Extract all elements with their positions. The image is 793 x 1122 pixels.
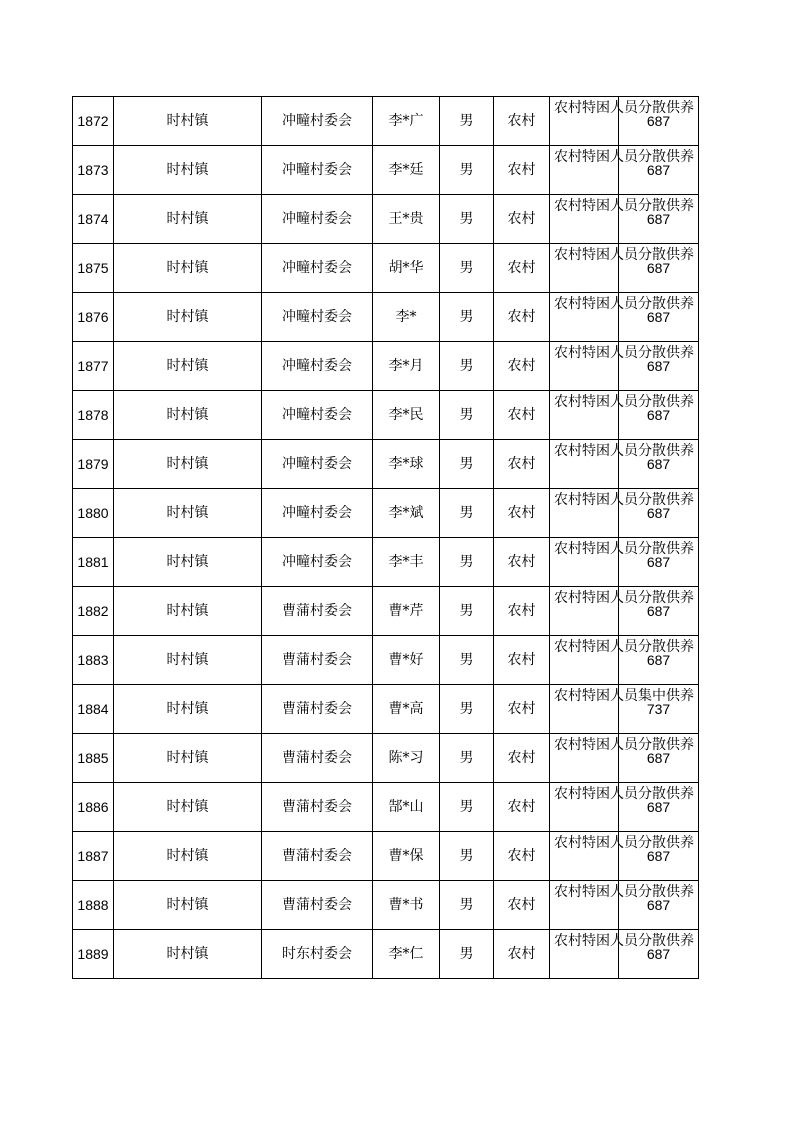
table-row bbox=[73, 636, 699, 685]
gender-cell: 男 bbox=[440, 293, 494, 342]
amount-cell: 687 bbox=[619, 734, 699, 783]
town-cell: 时村镇 bbox=[114, 97, 262, 146]
area-type-cell: 农村 bbox=[494, 832, 550, 881]
village-committee-cell: 冲疃村委会 bbox=[262, 489, 373, 538]
support-type-text: 农村特困人员分散供养 bbox=[554, 932, 694, 949]
town-cell: 时村镇 bbox=[114, 636, 262, 685]
person-name-cell: 陈*习 bbox=[373, 734, 440, 783]
village-committee-cell: 曹蒲村委会 bbox=[262, 685, 373, 734]
person-name-cell: 李*丰 bbox=[373, 538, 440, 587]
support-type-text: 农村特困人员分散供养 bbox=[554, 295, 694, 312]
village-committee-cell: 冲疃村委会 bbox=[262, 440, 373, 489]
support-type-text: 农村特困人员分散供养 bbox=[554, 99, 694, 116]
row-number-cell: 1872 bbox=[73, 97, 114, 146]
table-row bbox=[73, 342, 699, 391]
support-type-text: 农村特困人员分散供养 bbox=[554, 589, 694, 606]
table-row bbox=[73, 685, 699, 734]
support-type-text: 农村特困人员分散供养 bbox=[554, 344, 694, 361]
person-name-cell: 胡*华 bbox=[373, 244, 440, 293]
row-number-cell: 1887 bbox=[73, 832, 114, 881]
gender-cell: 男 bbox=[440, 636, 494, 685]
town-cell: 时村镇 bbox=[114, 783, 262, 832]
village-committee-cell: 曹蒲村委会 bbox=[262, 881, 373, 930]
row-number-cell: 1877 bbox=[73, 342, 114, 391]
amount-cell: 687 bbox=[619, 146, 699, 195]
town-cell: 时村镇 bbox=[114, 881, 262, 930]
area-type-cell: 农村 bbox=[494, 636, 550, 685]
area-type-cell: 农村 bbox=[494, 881, 550, 930]
amount-cell: 687 bbox=[619, 881, 699, 930]
gender-cell: 男 bbox=[440, 489, 494, 538]
area-type-cell: 农村 bbox=[494, 391, 550, 440]
table-row bbox=[73, 489, 699, 538]
area-type-cell: 农村 bbox=[494, 538, 550, 587]
support-type-text: 农村特困人员分散供养 bbox=[554, 883, 694, 900]
support-type-text: 农村特困人员分散供养 bbox=[554, 785, 694, 802]
gender-cell: 男 bbox=[440, 97, 494, 146]
gender-cell: 男 bbox=[440, 244, 494, 293]
gender-cell: 男 bbox=[440, 832, 494, 881]
table-row bbox=[73, 783, 699, 832]
person-name-cell: 李*民 bbox=[373, 391, 440, 440]
row-number-cell: 1885 bbox=[73, 734, 114, 783]
gender-cell: 男 bbox=[440, 685, 494, 734]
town-cell: 时村镇 bbox=[114, 391, 262, 440]
person-name-cell: 李*廷 bbox=[373, 146, 440, 195]
support-type-text: 农村特困人员分散供养 bbox=[554, 736, 694, 753]
amount-cell: 687 bbox=[619, 195, 699, 244]
town-cell: 时村镇 bbox=[114, 587, 262, 636]
person-name-cell: 曹*保 bbox=[373, 832, 440, 881]
area-type-cell: 农村 bbox=[494, 685, 550, 734]
amount-cell: 687 bbox=[619, 440, 699, 489]
amount-cell: 687 bbox=[619, 538, 699, 587]
support-type-text: 农村特困人员集中供养 bbox=[554, 687, 694, 704]
area-type-cell: 农村 bbox=[494, 97, 550, 146]
row-number-cell: 1874 bbox=[73, 195, 114, 244]
gender-cell: 男 bbox=[440, 391, 494, 440]
table-row bbox=[73, 440, 699, 489]
village-committee-cell: 时东村委会 bbox=[262, 930, 373, 979]
area-type-cell: 农村 bbox=[494, 783, 550, 832]
table-row bbox=[73, 587, 699, 636]
amount-cell: 687 bbox=[619, 391, 699, 440]
row-number-cell: 1882 bbox=[73, 587, 114, 636]
area-type-cell: 农村 bbox=[494, 587, 550, 636]
row-number-cell: 1888 bbox=[73, 881, 114, 930]
village-committee-cell: 冲疃村委会 bbox=[262, 146, 373, 195]
village-committee-cell: 曹蒲村委会 bbox=[262, 832, 373, 881]
table-row bbox=[73, 881, 699, 930]
table-row bbox=[73, 244, 699, 293]
area-type-cell: 农村 bbox=[494, 342, 550, 391]
village-committee-cell: 冲疃村委会 bbox=[262, 195, 373, 244]
amount-cell: 687 bbox=[619, 636, 699, 685]
gender-cell: 男 bbox=[440, 342, 494, 391]
table-row bbox=[73, 391, 699, 440]
town-cell: 时村镇 bbox=[114, 685, 262, 734]
person-name-cell: 曹*好 bbox=[373, 636, 440, 685]
row-number-cell: 1880 bbox=[73, 489, 114, 538]
gender-cell: 男 bbox=[440, 538, 494, 587]
table-row bbox=[73, 832, 699, 881]
table-row bbox=[73, 734, 699, 783]
beneficiary-table bbox=[72, 96, 699, 979]
village-committee-cell: 冲疃村委会 bbox=[262, 538, 373, 587]
village-committee-cell: 冲疃村委会 bbox=[262, 244, 373, 293]
person-name-cell: 李*月 bbox=[373, 342, 440, 391]
support-type-text: 农村特困人员分散供养 bbox=[554, 148, 694, 165]
village-committee-cell: 冲疃村委会 bbox=[262, 97, 373, 146]
area-type-cell: 农村 bbox=[494, 146, 550, 195]
amount-cell: 687 bbox=[619, 342, 699, 391]
area-type-cell: 农村 bbox=[494, 244, 550, 293]
gender-cell: 男 bbox=[440, 587, 494, 636]
person-name-cell: 王*贵 bbox=[373, 195, 440, 244]
person-name-cell: 曹*高 bbox=[373, 685, 440, 734]
gender-cell: 男 bbox=[440, 783, 494, 832]
village-committee-cell: 曹蒲村委会 bbox=[262, 587, 373, 636]
row-number-cell: 1875 bbox=[73, 244, 114, 293]
town-cell: 时村镇 bbox=[114, 734, 262, 783]
area-type-cell: 农村 bbox=[494, 440, 550, 489]
person-name-cell: 曹*芹 bbox=[373, 587, 440, 636]
person-name-cell: 曹*书 bbox=[373, 881, 440, 930]
table-row bbox=[73, 195, 699, 244]
town-cell: 时村镇 bbox=[114, 293, 262, 342]
gender-cell: 男 bbox=[440, 146, 494, 195]
person-name-cell: 李*广 bbox=[373, 97, 440, 146]
amount-cell: 687 bbox=[619, 293, 699, 342]
gender-cell: 男 bbox=[440, 930, 494, 979]
village-committee-cell: 冲疃村委会 bbox=[262, 342, 373, 391]
town-cell: 时村镇 bbox=[114, 244, 262, 293]
support-type-text: 农村特困人员分散供养 bbox=[554, 442, 694, 459]
support-type-text: 农村特困人员分散供养 bbox=[554, 834, 694, 851]
table-row bbox=[73, 146, 699, 195]
row-number-cell: 1886 bbox=[73, 783, 114, 832]
village-committee-cell: 曹蒲村委会 bbox=[262, 636, 373, 685]
amount-cell: 687 bbox=[619, 783, 699, 832]
amount-cell: 687 bbox=[619, 930, 699, 979]
table-row bbox=[73, 97, 699, 146]
amount-cell: 687 bbox=[619, 97, 699, 146]
amount-cell: 687 bbox=[619, 832, 699, 881]
area-type-cell: 农村 bbox=[494, 195, 550, 244]
town-cell: 时村镇 bbox=[114, 538, 262, 587]
row-number-cell: 1881 bbox=[73, 538, 114, 587]
person-name-cell: 李*仁 bbox=[373, 930, 440, 979]
area-type-cell: 农村 bbox=[494, 734, 550, 783]
support-type-text: 农村特困人员分散供养 bbox=[554, 491, 694, 508]
row-number-cell: 1883 bbox=[73, 636, 114, 685]
gender-cell: 男 bbox=[440, 881, 494, 930]
area-type-cell: 农村 bbox=[494, 293, 550, 342]
support-type-text: 农村特困人员分散供养 bbox=[554, 393, 694, 410]
table-row bbox=[73, 930, 699, 979]
person-name-cell: 李*斌 bbox=[373, 489, 440, 538]
town-cell: 时村镇 bbox=[114, 146, 262, 195]
village-committee-cell: 曹蒲村委会 bbox=[262, 783, 373, 832]
row-number-cell: 1876 bbox=[73, 293, 114, 342]
amount-cell: 687 bbox=[619, 489, 699, 538]
amount-cell: 687 bbox=[619, 587, 699, 636]
village-committee-cell: 冲疃村委会 bbox=[262, 293, 373, 342]
town-cell: 时村镇 bbox=[114, 930, 262, 979]
table-body bbox=[73, 97, 699, 979]
row-number-cell: 1878 bbox=[73, 391, 114, 440]
amount-cell: 737 bbox=[619, 685, 699, 734]
gender-cell: 男 bbox=[440, 440, 494, 489]
area-type-cell: 农村 bbox=[494, 489, 550, 538]
gender-cell: 男 bbox=[440, 195, 494, 244]
town-cell: 时村镇 bbox=[114, 195, 262, 244]
town-cell: 时村镇 bbox=[114, 440, 262, 489]
town-cell: 时村镇 bbox=[114, 489, 262, 538]
person-name-cell: 李*球 bbox=[373, 440, 440, 489]
table-row bbox=[73, 538, 699, 587]
amount-cell: 687 bbox=[619, 244, 699, 293]
support-type-text: 农村特困人员分散供养 bbox=[554, 197, 694, 214]
table-row bbox=[73, 293, 699, 342]
gender-cell: 男 bbox=[440, 734, 494, 783]
row-number-cell: 1873 bbox=[73, 146, 114, 195]
village-committee-cell: 冲疃村委会 bbox=[262, 391, 373, 440]
area-type-cell: 农村 bbox=[494, 930, 550, 979]
row-number-cell: 1884 bbox=[73, 685, 114, 734]
row-number-cell: 1889 bbox=[73, 930, 114, 979]
support-type-text: 农村特困人员分散供养 bbox=[554, 638, 694, 655]
support-type-text: 农村特困人员分散供养 bbox=[554, 540, 694, 557]
row-number-cell: 1879 bbox=[73, 440, 114, 489]
person-name-cell: 李* bbox=[373, 293, 440, 342]
town-cell: 时村镇 bbox=[114, 342, 262, 391]
town-cell: 时村镇 bbox=[114, 832, 262, 881]
support-type-text: 农村特困人员分散供养 bbox=[554, 246, 694, 263]
person-name-cell: 郜*山 bbox=[373, 783, 440, 832]
village-committee-cell: 曹蒲村委会 bbox=[262, 734, 373, 783]
